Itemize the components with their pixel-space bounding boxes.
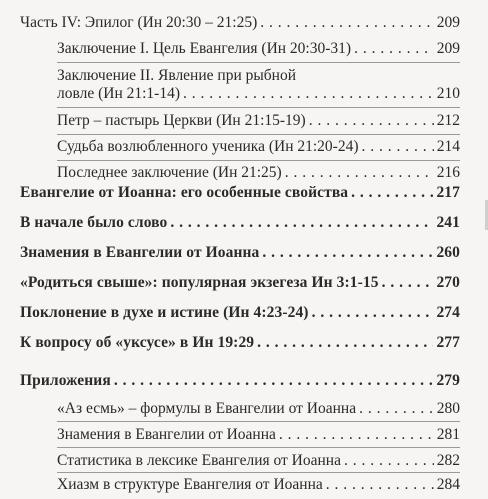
toc-chapter[interactable] [20, 304, 460, 322]
toc-entry-page: 209 [436, 14, 460, 31]
dot-leader [382, 274, 434, 292]
toc-subentry[interactable] [57, 112, 460, 130]
toc-entry-page: 282 [436, 452, 460, 469]
toc-entry-title: Последнее заключение (Ин 21:25) [57, 164, 282, 181]
divider [57, 107, 460, 108]
toc-entry-title: В начале было слово [20, 214, 168, 231]
toc-subentry[interactable] [57, 452, 460, 470]
dot-leader [114, 372, 434, 390]
dot-leader [359, 400, 434, 418]
toc-subentry[interactable] [57, 476, 460, 494]
dot-leader [170, 214, 433, 232]
toc-subentry[interactable] [57, 85, 460, 103]
toc-entry-title: «Родиться свыше»: популярная экзегеза Ин 3:1-15 [20, 274, 379, 291]
divider [57, 134, 460, 135]
toc-chapter[interactable] [20, 184, 460, 202]
toc-entry-title-cont: ловле (Ин 21:1-14) [57, 85, 180, 102]
toc-entry-title: Часть IV: Эпилог (Ин 20:30 – 21:25) [20, 14, 258, 31]
toc-subentry[interactable] [57, 400, 460, 418]
dot-leader [279, 426, 434, 444]
toc-chapter[interactable] [20, 214, 460, 232]
toc-entry-page: 216 [436, 164, 460, 181]
toc-entry-title: Статистика в лексике Евангелия от Иоанна [57, 452, 341, 469]
toc-entry-page: 277 [436, 334, 460, 351]
toc-entry-page: 217 [436, 184, 460, 201]
dot-leader [183, 85, 434, 103]
dot-leader [351, 184, 433, 202]
toc-entry-page: 284 [436, 476, 460, 493]
divider [57, 160, 460, 161]
toc-entry-title: Заключение II. Явление при рыбной [57, 67, 297, 84]
toc-entry-title: Знамения в Евангелии от Иоанна [57, 426, 276, 443]
toc-subentry[interactable] [57, 40, 460, 58]
toc-entry-title: Знамения в Евангелии от Иоанна [20, 244, 260, 261]
toc-entry-title: Заключение I. Цель Евангелия (Ин 20:30-31) [57, 40, 352, 57]
divider [57, 447, 460, 448]
toc-entry-page: 241 [436, 214, 460, 231]
toc-entry-title: «Аз есмь» – формулы в Евангелии от Иоанна [57, 400, 357, 417]
toc-entry-title: Приложения [20, 372, 111, 389]
dot-leader [344, 452, 434, 470]
toc-entry-page: 274 [436, 304, 460, 321]
toc-entry-title: Поклонение в духе и истине (Ин 4:23-24) [20, 304, 309, 321]
toc-entry-title: Евангелие от Иоанна: его особенные свойства [20, 184, 349, 201]
toc-entry-title: Петр – пастырь Церкви (Ин 21:15-19) [57, 112, 306, 129]
dot-leader [262, 244, 433, 262]
toc-chapter[interactable] [20, 244, 460, 262]
dot-leader [257, 334, 433, 352]
toc-entry-title: Хиазм в структуре Евангелия от Иоанна [57, 476, 323, 493]
toc-entry-page: 260 [436, 244, 460, 261]
divider [57, 421, 460, 422]
toc-subentry[interactable] [57, 138, 460, 156]
toc-entry-page: 210 [436, 85, 460, 102]
dot-leader [362, 138, 434, 156]
toc-entry-part4[interactable] [20, 14, 460, 32]
toc-chapter[interactable] [20, 274, 460, 292]
dot-leader [354, 40, 434, 58]
toc-subentry[interactable] [57, 426, 460, 444]
dot-leader [260, 14, 433, 32]
toc-entry-page: 209 [436, 40, 460, 57]
dot-leader [285, 164, 434, 182]
dot-leader [312, 304, 434, 322]
toc-entry-page: 214 [436, 138, 460, 155]
toc-entry-title: К вопросу об «уксусе» в Ин 19:29 [20, 334, 255, 351]
dot-leader [309, 112, 434, 130]
toc-entry-title: Судьба возлюбленного ученика (Ин 21:20-24) [57, 138, 359, 155]
divider [57, 62, 460, 63]
divider [57, 472, 460, 473]
toc-entry-page: 280 [436, 400, 460, 417]
toc-entry-page: 212 [436, 112, 460, 129]
toc-subentry-line1[interactable] [57, 67, 460, 85]
toc-appendix[interactable] [20, 372, 460, 390]
toc-entry-page: 270 [436, 274, 460, 291]
toc-entry-page: 281 [436, 426, 460, 443]
toc-entry-page: 279 [436, 372, 460, 389]
toc-chapter[interactable] [20, 334, 460, 352]
dot-leader [326, 476, 434, 494]
toc-subentry[interactable] [57, 164, 460, 182]
